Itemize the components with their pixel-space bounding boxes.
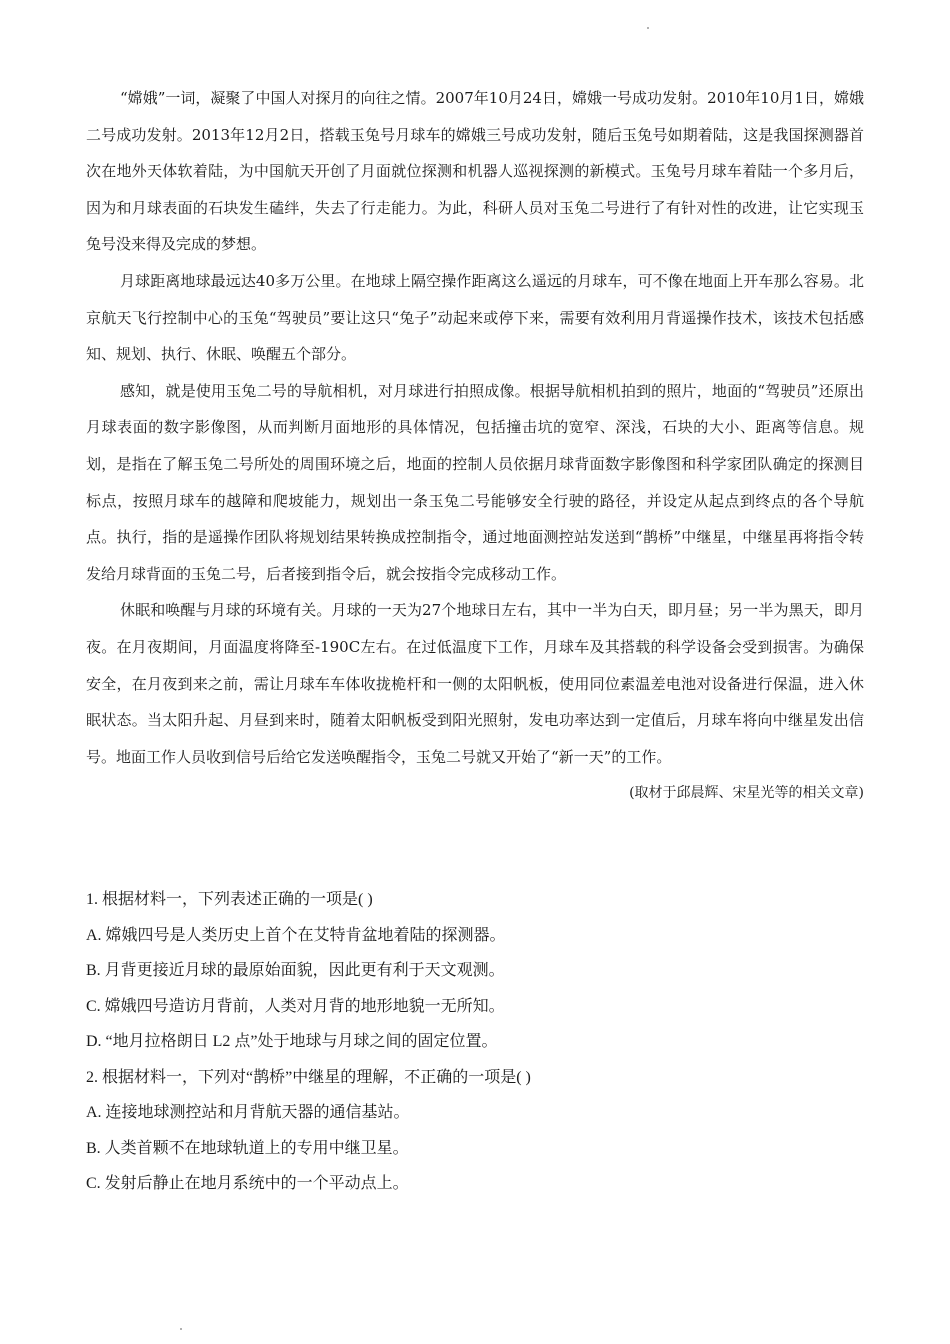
scan-speck bbox=[647, 27, 649, 29]
question-section bbox=[86, 882, 864, 1202]
option-b: B. 人类首颗不在地球轨道上的专用中继卫星。 bbox=[86, 1139, 409, 1157]
question-1 bbox=[86, 882, 864, 1060]
question-2 bbox=[86, 1060, 864, 1202]
option-a: A. 嫦娥四号是人类历史上首个在艾特肯盆地着陆的探测器。 bbox=[86, 926, 506, 944]
option-c: C. 发射后静止在地月系统中的一个平动点上。 bbox=[86, 1175, 409, 1192]
question-stem: 2. 根据材料一，下列对“鹊桥”中继星的理解，不正确的一项是( ) bbox=[86, 1068, 531, 1086]
option-c: C. 嫦娥四号造访月背前，人类对月背的地形地貌一无所知。 bbox=[86, 997, 505, 1015]
passage-paragraph: 月球距离地球最远达40多万公里。在地球上隔空操作距离这么遥远的月球车，可不像在地面上开车那么容易。北京航天飞行控制中心的玉兔“驾驶员”要让这只“兔子”动起来或停下来，需要有效利用月背遥操作技术，该技术包括感知、规划、执行、休眠、唤醒五个部分。 bbox=[86, 271, 864, 364]
reading-passage bbox=[86, 80, 864, 812]
option-d: D. “地月拉格朗日 L2 点”处于地球与月球之间的固定位置。 bbox=[86, 1033, 498, 1050]
option-b: B. 月背更接近月球的最原始面貌，因此更有利于天文观测。 bbox=[86, 962, 505, 979]
passage-paragraph: 休眠和唤醒与月球的环境有关。月球的一天为27个地球日左右，其中一半为白天，即月昼；另一半为黑天，即月夜。在月夜期间，月面温度将降至-190C左右。在过低温度下工作，月球车及其搭载的科学设备会受到损害。为确保安全，在月夜到来之前，需让月球车车体收拢桅杆和一侧的太阳帆板，使用同位素温差电池对设备进行保温，进入休眠状态。当太阳升起、月昼到来时，随着太阳帆板受到阳光照射，发电功率达到一定值后，月球车将向中继星发出信号。地面工作人员收到信号后给它发送唤醒指令，玉兔二号就又开始了“新一天”的工作。 bbox=[86, 601, 864, 766]
scan-speck bbox=[180, 1328, 182, 1330]
passage-source: (取材于邱晨辉、宋星光等的相关文章) bbox=[629, 785, 864, 802]
passage-paragraph: “嫦娥”一词，凝聚了中国人对探月的向往之情。2007年10月24日，嫦娥一号成功发射。2010年10月1日，嫦娥二号成功发射。2013年12月2日，搭载玉兔号月球车的嫦娥三号成功发射，随后玉兔号如期着陆，这是我国探测器首次在地外天体软着陆，为中国航天开创了月面就位探测和机器人巡视探测的新模式。玉兔号月球车着陆一个多月后，因为和月球表面的石块发生磕绊，失去了行走能力。为此，科研人员对玉兔二号进行了有针对性的改进，让它实现玉兔号没来得及完成的梦想。 bbox=[86, 89, 864, 254]
question-stem: 1. 根据材料一，下列表述正确的一项是( ) bbox=[86, 891, 373, 908]
option-a: A. 连接地球测控站和月背航天器的通信基站。 bbox=[86, 1104, 410, 1121]
passage-paragraph: 感知，就是使用玉兔二号的导航相机，对月球进行拍照成像。根据导航相机拍到的照片，地面的“驾驶员”还原出月球表面的数字影像图，从而判断月面地形的具体情况，包括撞击坑的宽窄、深浅，石块的大小、距离等信息。规划，是指在了解玉兔二号所处的周围环境之后，地面的控制人员依据月球背面数字影像图和科学家团队确定的探测目标点，按照月球车的越障和爬坡能力，规划出一条玉兔二号能够安全行驶的路径，并设定从起点到终点的各个导航点。执行，指的是遥操作团队将规划结果转换成控制指令，通过地面测控站发送到“鹊桥”中继星，中继星再将指令转发给月球背面的玉兔二号，后者接到指令后，就会按指令完成移动工作。 bbox=[86, 381, 864, 583]
